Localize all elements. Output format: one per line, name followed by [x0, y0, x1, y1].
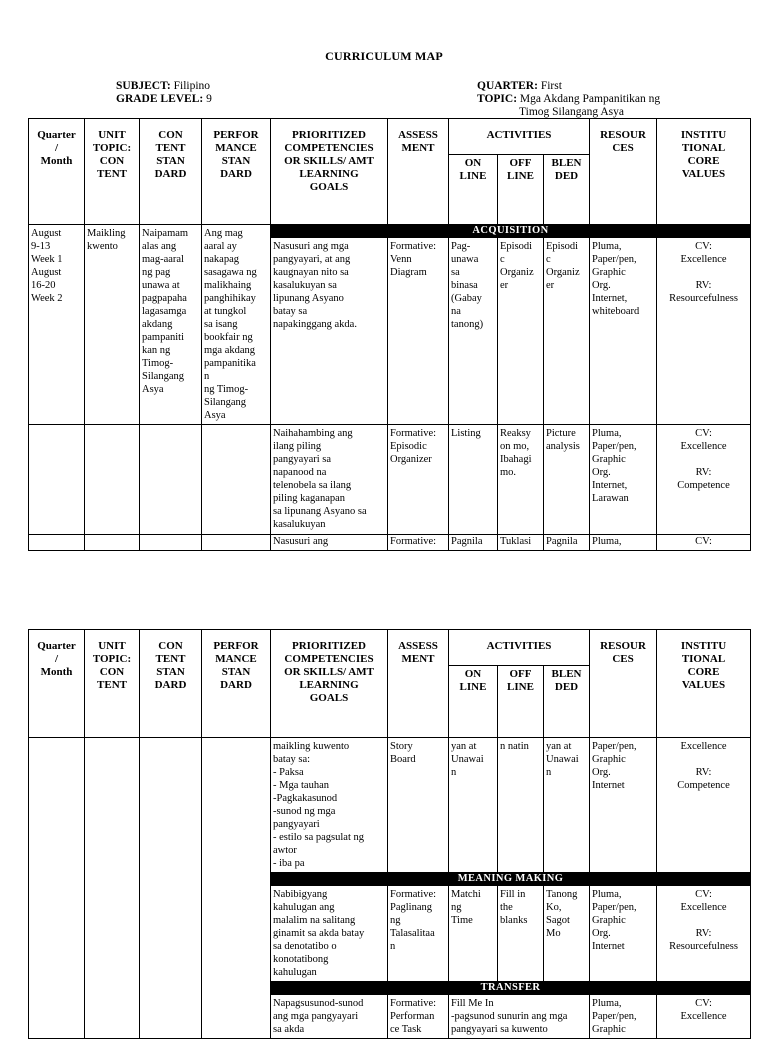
resources-cell: Pluma, Paper/pen, Graphic Org. Internet, Larawan [590, 425, 657, 535]
col-online-header: ON LINE [449, 666, 498, 738]
col-resources-header: RESOUR CES [590, 119, 657, 225]
content-standard-cell: Naipamam alas ang mag-aaral ng pag unawa at pagpapaha lagasamga akdang pampaniti kan ng Timog- Silangang Asya [140, 225, 202, 425]
grade-value: 9 [206, 93, 212, 105]
blended-activity-cell: Pagnila [544, 535, 590, 551]
table-row [29, 225, 751, 238]
col-offline-header: OFF LINE [498, 155, 544, 225]
header-row [29, 630, 751, 666]
blended-activity-cell: Episodi c Organiz er [544, 238, 590, 425]
grade-label: GRADE LEVEL: [116, 93, 204, 105]
content-standard-cell [140, 738, 202, 1039]
core-values-cell: Excellence RV: Competence [657, 738, 751, 873]
col-assessment-header: ASSESS MENT [388, 119, 449, 225]
col-unit-header: UNIT TOPIC: CON TENT [85, 630, 140, 738]
subject-label: SUBJECT: [116, 80, 171, 92]
activity-merged-cell: Fill Me In -pagsunod sunurin ang mga pangyayari sa kuwento [449, 995, 590, 1039]
unit-topic-cell: Maikling kwento [85, 225, 140, 425]
col-blended-header: BLEN DED [544, 666, 590, 738]
subject-grade-block [116, 80, 212, 106]
quarter-month-cell [29, 738, 85, 1039]
competency-cell: Naihahambing ang ilang piling pangyayari sa napanood na telenobela sa ilang piling kaganapan sa lipunang Asyano sa kasalukuyan [271, 425, 388, 535]
col-performance-header: PERFOR MANCE STAN DARD [202, 119, 271, 225]
quarter-month-cell [29, 535, 85, 551]
col-activities-header: ACTIVITIES [449, 630, 590, 666]
col-content-header: CON TENT STAN DARD [140, 630, 202, 738]
quarter-month-cell: August 9-13 Week 1 August 16-20 Week 2 [29, 225, 85, 425]
performance-standard-cell: Ang mag aaral ay nakapag sasagawa ng malikhaing panghihikay at tungkol sa isang bookfair ng mga akdang pampanitika n ng Timog- Silangang Asya [202, 225, 271, 425]
core-values-cell: CV: Excellence RV: Resourcefulness [657, 886, 751, 982]
subject-value: Filipino [173, 80, 211, 92]
quarter-topic-block [477, 80, 660, 119]
assessment-cell: Formative: Performan ce Task [388, 995, 449, 1039]
table-row [29, 425, 751, 535]
resources-cell: Paper/pen, Graphic Org. Internet [590, 738, 657, 873]
online-activity-cell: Pagnila [449, 535, 498, 551]
core-values-cell: CV: Excellence RV: Resourcefulness [657, 238, 751, 425]
col-quarter-header: Quarter / Month [29, 119, 85, 225]
col-offline-header: OFF LINE [498, 666, 544, 738]
content-standard-cell [140, 535, 202, 551]
document-title: CURRICULUM MAP [325, 49, 443, 63]
unit-topic-cell [85, 738, 140, 1039]
online-activity-cell: Listing [449, 425, 498, 535]
blended-activity-cell: yan at Unawai n [544, 738, 590, 873]
curriculum-table-2 [28, 629, 751, 1039]
assessment-cell: Formative: Venn Diagram [388, 238, 449, 425]
quarter-label: QUARTER: [477, 80, 538, 92]
topic-value-line1: Mga Akdang Pampanitikan ng [519, 93, 661, 105]
section-transfer: TRANSFER [271, 982, 751, 995]
topic-value-line2: Timog Silangang Asya [519, 106, 625, 118]
assessment-cell: Formative: Episodic Organizer [388, 425, 449, 535]
col-activities-header: ACTIVITIES [449, 119, 590, 155]
assessment-cell: Formative: Paglinang ng Talasalitaa n [388, 886, 449, 982]
resources-cell: Pluma, Paper/pen, Graphic Org. Internet, whiteboard [590, 238, 657, 425]
resources-cell: Pluma, [590, 535, 657, 551]
col-online-header: ON LINE [449, 155, 498, 225]
quarter-value: First [540, 80, 562, 92]
curriculum-table-1 [28, 118, 751, 551]
table-row [29, 535, 751, 551]
section-acquisition: ACQUISITION [271, 225, 751, 238]
col-blended-header: BLEN DED [544, 155, 590, 225]
competency-cell: Nabibigyang kahulugan ang malalim na salitang ginamit sa akda batay sa denotatibo o konotatibong kahulugan [271, 886, 388, 982]
section-meaning-making: MEANING MAKING [271, 873, 751, 886]
table-row [29, 738, 751, 873]
col-unit-header: UNIT TOPIC: CON TENT [85, 119, 140, 225]
competency-cell: Nasusuri ang mga pangyayari, at ang kaugnayan nito sa kasalukuyan sa lipunang Asyano batay sa napakinggang akda. [271, 238, 388, 425]
offline-activity-cell: Fill in the blanks [498, 886, 544, 982]
topic-label: TOPIC: [477, 93, 518, 105]
blended-activity-cell: Picture analysis [544, 425, 590, 535]
col-resources-header: RESOUR CES [590, 630, 657, 738]
assessment-cell: Story Board [388, 738, 449, 873]
header-row [29, 119, 751, 155]
col-competencies-header: PRIORITIZED COMPETENCIES OR SKILLS/ AMT LEARNING GOALS [271, 630, 388, 738]
competency-cell: maikling kuwento batay sa: - Paksa - Mga tauhan -Pagkakasunod -sunod ng mga pangyayari - estilo sa pagsulat ng awtor - iba pa [271, 738, 388, 873]
performance-standard-cell [202, 425, 271, 535]
blended-activity-cell: Tanong Ko, Sagot Mo [544, 886, 590, 982]
content-standard-cell [140, 425, 202, 535]
offline-activity-cell: Tuklasi [498, 535, 544, 551]
core-values-cell: CV: Excellence [657, 995, 751, 1039]
core-values-cell: CV: [657, 535, 751, 551]
offline-activity-cell: Reaksy on mo, Ibahagi mo. [498, 425, 544, 535]
performance-standard-cell [202, 535, 271, 551]
offline-activity-cell: n natin [498, 738, 544, 873]
assessment-cell: Formative: [388, 535, 449, 551]
col-competencies-header: PRIORITIZED COMPETENCIES OR SKILLS/ AMT LEARNING GOALS [271, 119, 388, 225]
col-assessment-header: ASSESS MENT [388, 630, 449, 738]
offline-activity-cell: Episodi c Organiz er [498, 238, 544, 425]
col-values-header: INSTITU TIONAL CORE VALUES [657, 630, 751, 738]
competency-cell: Napagsusunod-sunod ang mga pangyayari sa akda [271, 995, 388, 1039]
online-activity-cell: Matchi ng Time [449, 886, 498, 982]
competency-cell: Nasusuri ang [271, 535, 388, 551]
online-activity-cell: Pag- unawa sa binasa (Gabay na tanong) [449, 238, 498, 425]
col-performance-header: PERFOR MANCE STAN DARD [202, 630, 271, 738]
performance-standard-cell [202, 738, 271, 1039]
core-values-cell: CV: Excellence RV: Competence [657, 425, 751, 535]
resources-cell: Pluma, Paper/pen, Graphic [590, 995, 657, 1039]
quarter-month-cell [29, 425, 85, 535]
col-values-header: INSTITU TIONAL CORE VALUES [657, 119, 751, 225]
col-content-header: CON TENT STAN DARD [140, 119, 202, 225]
unit-topic-cell [85, 425, 140, 535]
unit-topic-cell [85, 535, 140, 551]
online-activity-cell: yan at Unawai n [449, 738, 498, 873]
resources-cell: Pluma, Paper/pen, Graphic Org. Internet [590, 886, 657, 982]
col-quarter-header: Quarter / Month [29, 630, 85, 738]
